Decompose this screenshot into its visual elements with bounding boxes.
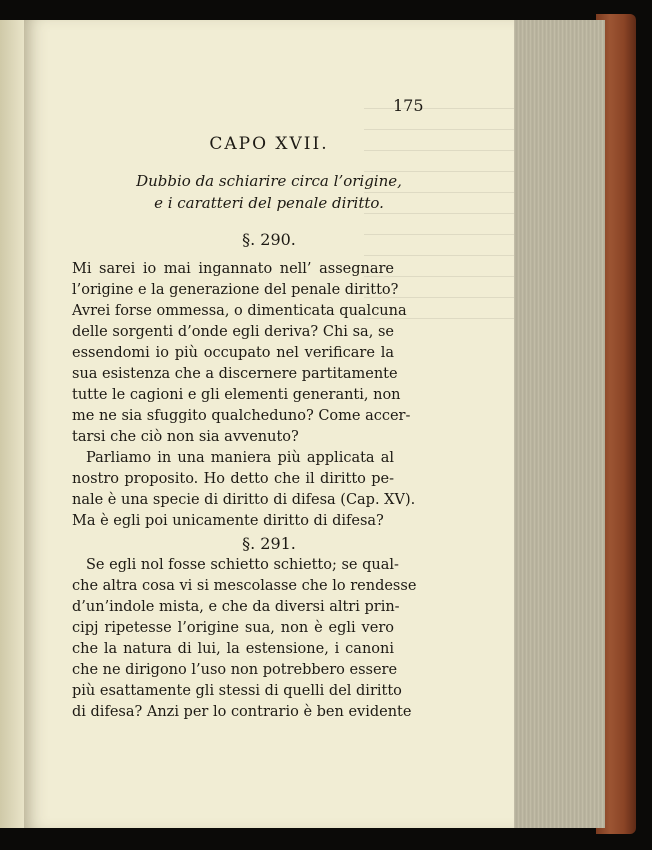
text-line: che altra cosa vi si mescolasse che lo rendesse bbox=[72, 578, 417, 594]
section-mark: §. 290. bbox=[242, 230, 296, 249]
text-line: che la natura di lui, la estensione, i canoni bbox=[72, 641, 394, 657]
text-line: tutte le cagioni e gli elementi generanti, non bbox=[72, 387, 401, 403]
subtitle-line: e i caratteri del penale diritto. bbox=[154, 194, 384, 212]
text-line: cipj ripetesse l’origine sua, non è egli vero bbox=[72, 620, 394, 636]
text-line: sua esistenza che a discernere partitamente bbox=[72, 366, 398, 382]
text-line: Avrei forse ommessa, o dimenticata qualcuna bbox=[72, 303, 407, 319]
text-line: Ma è egli poi unicamente diritto di difesa? bbox=[72, 513, 384, 529]
section-mark: §. 291. bbox=[242, 534, 296, 553]
facing-page bbox=[0, 20, 26, 828]
page-edges bbox=[512, 20, 605, 828]
text-line: nostro proposito. Ho detto che il diritto pe- bbox=[72, 471, 394, 487]
text-line: Mi sarei io mai ingannato nell’ assegnare bbox=[72, 261, 394, 277]
subtitle-line: Dubbio da schiarire circa l’origine, bbox=[136, 172, 402, 190]
chapter-title: CAPO XVII. bbox=[209, 134, 329, 154]
book-page bbox=[24, 20, 514, 828]
text-line: me ne sia sfuggito qualcheduno? Come accer- bbox=[72, 408, 411, 424]
text-line: d’un’indole mista, e che da diversi altri prin- bbox=[72, 599, 400, 615]
text-line: di difesa? Anzi per lo contrario è ben evidente bbox=[72, 704, 412, 720]
page-number: 175 bbox=[393, 96, 424, 115]
text-line: che ne dirigono l’uso non potrebbero essere bbox=[72, 662, 398, 678]
text-line: l’origine e la generazione del penale diritto? bbox=[72, 282, 399, 298]
text-line: essendomi io più occupato nel verificare la bbox=[72, 345, 394, 361]
text-line: più esattamente gli stessi di quelli del diritto bbox=[72, 683, 402, 699]
text-line: delle sorgenti d’onde egli deriva? Chi sa, se bbox=[72, 324, 394, 340]
text-line: tarsi che ciò non sia avvenuto? bbox=[72, 429, 299, 445]
text-line: Se egli nol fosse schietto schietto; se qual- bbox=[86, 557, 399, 573]
text-line: Parliamo in una maniera più applicata al bbox=[86, 450, 394, 466]
text-line: nale è una specie di diritto di difesa (Cap. XV). bbox=[72, 492, 416, 508]
